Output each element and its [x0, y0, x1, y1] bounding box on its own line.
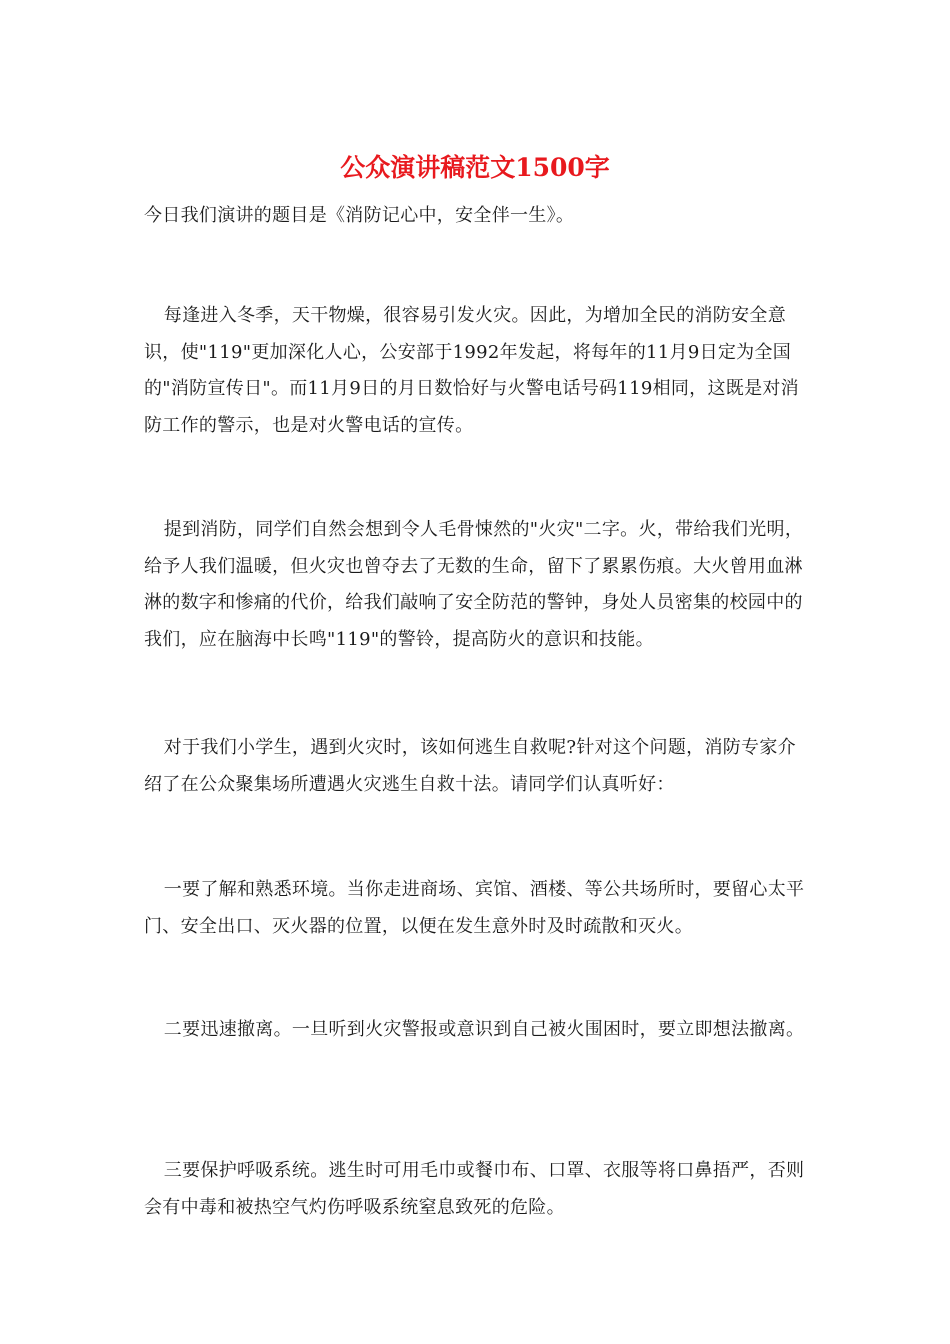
paragraph-fire-awareness: 提到消防，同学们自然会想到令人毛骨悚然的"火灾"二字。火，带给我们光明，给予人我们温暖，但火灾也曾夺去了无数的生命，留下了累累伤痕。大火曾用血淋淋的数字和惨痛的代价，给我们敲响了安全防范的警钟，身处人员密集的校园中的我们，应在脑海中长鸣"119"的警铃，提高防火的意识和技能。 — [144, 519, 804, 650]
document-title: 公众演讲稿范文1500字 — [340, 153, 610, 182]
paragraph-rule-two: 二要迅速撤离。一旦听到火灾警报或意识到自己被火围困时，要立即想法撤离。 — [163, 1019, 805, 1040]
paragraph-fire-day: 每逢进入冬季，天干物燥，很容易引发火灾。因此，为增加全民的消防安全意识，使"119"更加深化人心，公安部于1992年发起，将每年的11月9日定为全国的"消防宣传日"。而11月9日的月日数恰好与火警电话号码119相同，这既是对消防工作的警示，也是对火警电话的宣传。 — [144, 305, 799, 436]
paragraph-intro: 今日我们演讲的题目是《消防记心中，安全伴一生》。 — [144, 205, 575, 226]
paragraph-rule-one: 一要了解和熟悉环境。当你走进商场、宾馆、酒楼、等公共场所时，要留心太平门、安全出口、灭火器的位置，以便在发生意外时及时疏散和灭火。 — [144, 879, 805, 937]
paragraph-escape-question: 对于我们小学生，遇到火灾时，该如何逃生自救呢?针对这个问题，消防专家介绍了在公众聚集场所遭遇火灾逃生自救十法。请同学们认真听好： — [144, 737, 796, 795]
paragraph-rule-three: 三要保护呼吸系统。逃生时可用毛巾或餐巾布、口罩、衣服等将口鼻捂严，否则会有中毒和被热空气灼伤呼吸系统窒息致死的危险。 — [144, 1160, 805, 1218]
